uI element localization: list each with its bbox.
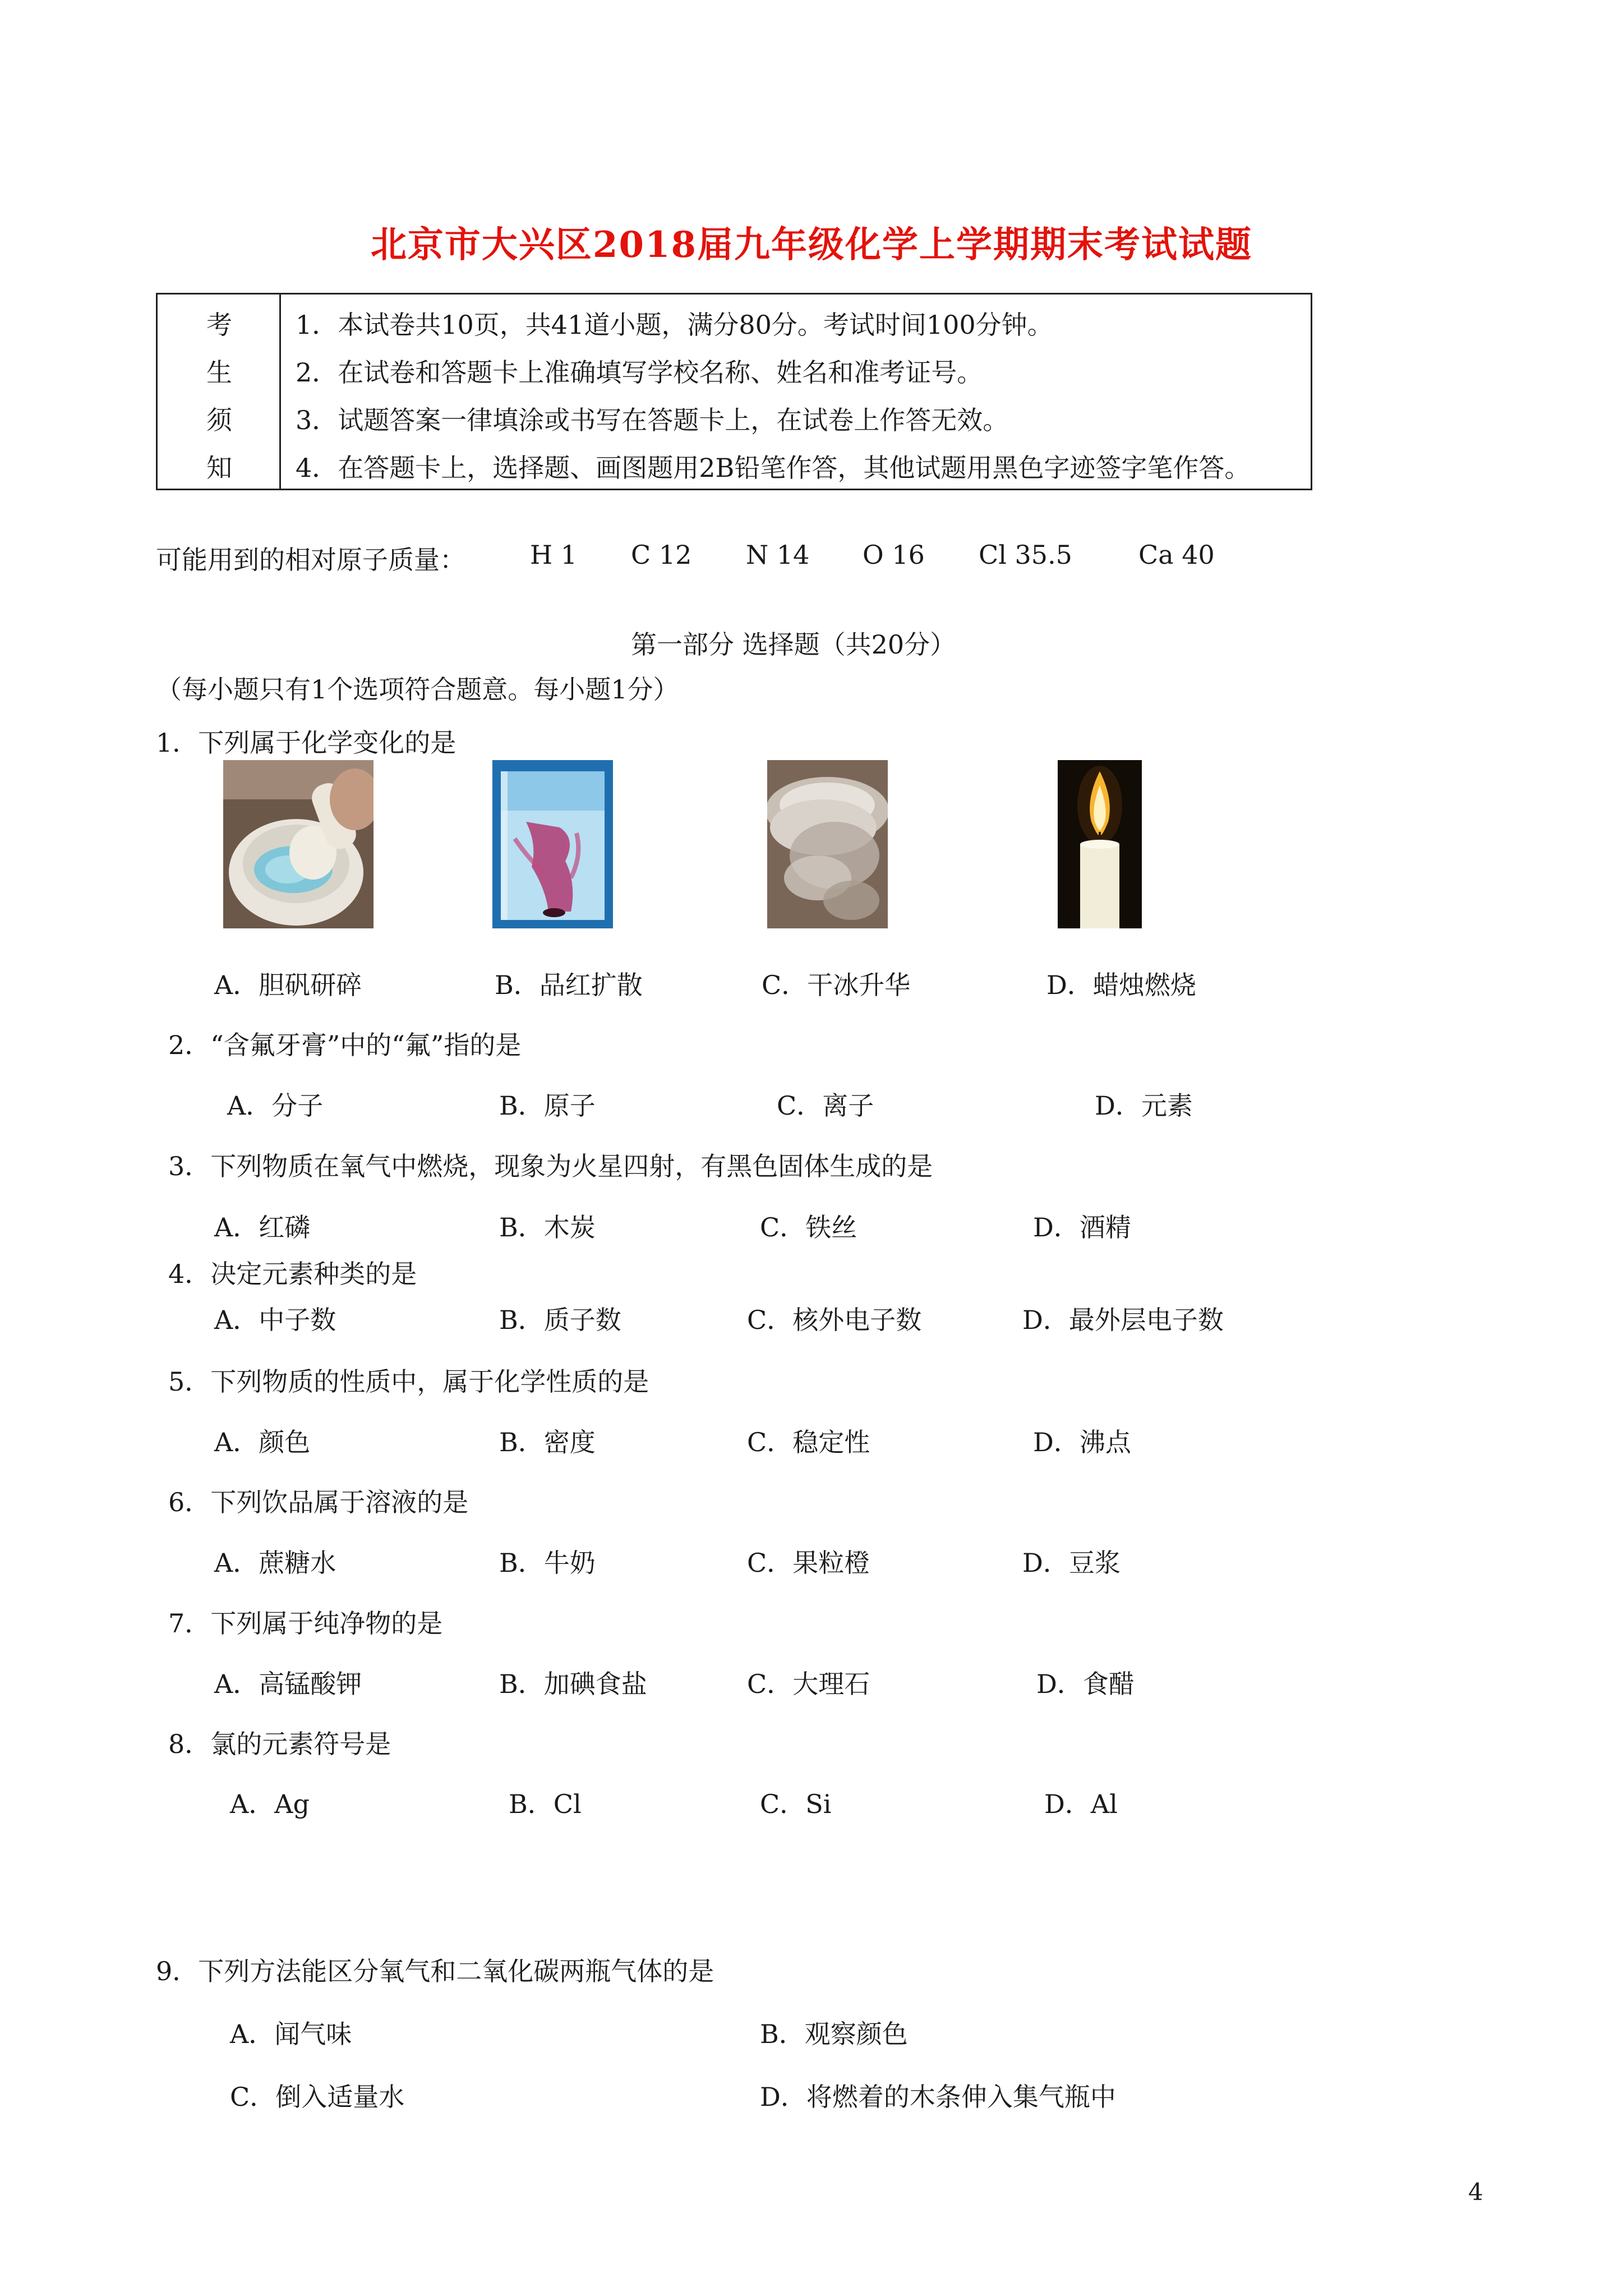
option-a: A．颜色 — [214, 1427, 311, 1457]
option-c: C．倒入适量水 — [230, 2082, 405, 2112]
dry-ice-image — [767, 760, 888, 928]
option-c: C．果粒橙 — [747, 1548, 870, 1578]
option-c: C．大理石 — [747, 1669, 870, 1699]
question-stem: 9．下列方法能区分氧气和二氧化碳两瓶气体的是 — [156, 1956, 714, 1986]
notice-item: 3．试题答案一律填涂或书写在答题卡上，在试卷上作答无效。 — [296, 405, 1009, 435]
option-b: B．牛奶 — [499, 1548, 596, 1578]
atomic-mass-value: H 1 — [530, 540, 578, 570]
question-stem: 6．下列饮品属于溶液的是 — [168, 1487, 469, 1517]
atomic-mass-value: Cl 35.5 — [979, 540, 1072, 570]
option-d: D．沸点 — [1033, 1427, 1131, 1457]
question-stem: 4．决定元素种类的是 — [168, 1259, 417, 1289]
option-b: B．原子 — [499, 1091, 596, 1121]
atomic-mass-value: Ca 40 — [1138, 540, 1215, 570]
option-d: D．酒精 — [1033, 1212, 1131, 1243]
notice-table — [156, 293, 1312, 490]
question-stem: 3．下列物质在氧气中燃烧，现象为火星四射，有黑色固体生成的是 — [168, 1151, 933, 1181]
notice-heading-char: 考 — [206, 310, 232, 340]
option-a: A．高锰酸钾 — [214, 1669, 362, 1699]
notice-item: 4．在答题卡上，选择题、画图题用2B铅笔作答，其他试题用黑色字迹签字笔作答。 — [296, 453, 1251, 483]
option-a: A．中子数 — [214, 1305, 336, 1335]
atomic-mass-label: 可能用到的相对原子质量： — [156, 545, 465, 575]
option-c: C．Si — [760, 1789, 832, 1819]
option-a: A．胆矾研碎 — [214, 970, 362, 1000]
option-a: A．闻气味 — [230, 2019, 352, 2049]
option-b: B．密度 — [499, 1427, 596, 1457]
page-number: 4 — [1468, 2178, 1483, 2206]
option-b: B．质子数 — [499, 1305, 621, 1335]
notice-item: 1．本试卷共10页，共41道小题，满分80分。考试时间100分钟。 — [296, 310, 1053, 340]
option-b: B．加碘食盐 — [499, 1669, 647, 1699]
notice-heading-char: 知 — [206, 453, 232, 483]
option-b: B．品红扩散 — [495, 970, 643, 1000]
option-a: A．Ag — [230, 1789, 310, 1819]
option-d: D．元素 — [1095, 1091, 1193, 1121]
option-c: C．铁丝 — [760, 1212, 857, 1243]
option-c: C．核外电子数 — [747, 1305, 922, 1335]
atomic-mass-value: N 14 — [746, 540, 810, 570]
beaker-dye-image — [492, 760, 613, 928]
option-b: B．木炭 — [499, 1212, 596, 1243]
notice-heading-char: 须 — [206, 405, 232, 435]
atomic-mass-value: C 12 — [631, 540, 692, 570]
atomic-mass-value: O 16 — [863, 540, 925, 570]
candle-image — [1058, 760, 1142, 928]
question-stem: 2．“含氟牙膏”中的“氟”指的是 — [168, 1030, 522, 1060]
mortar-pestle-image — [223, 760, 374, 928]
section-title: 第一部分 选择题（共20分） — [631, 629, 956, 660]
option-d: D．将燃着的木条伸入集气瓶中 — [760, 2082, 1116, 2112]
option-a: A．红磷 — [214, 1212, 311, 1243]
option-a: A．分子 — [227, 1091, 324, 1121]
notice-heading-char: 生 — [206, 357, 232, 388]
question-stem: 1．下列属于化学变化的是 — [156, 728, 457, 758]
notice-item: 2．在试卷和答题卡上准确填写学校名称、姓名和准考证号。 — [296, 357, 983, 388]
option-d: D．豆浆 — [1022, 1548, 1121, 1578]
option-d: D．食醋 — [1036, 1669, 1135, 1699]
option-b: B．观察颜色 — [760, 2019, 908, 2049]
section-note: （每小题只有1个选项符合题意。每小题1分） — [156, 674, 679, 705]
option-c: C．离子 — [777, 1091, 874, 1121]
option-d: D．最外层电子数 — [1022, 1305, 1224, 1335]
question-stem: 8．氯的元素符号是 — [168, 1729, 391, 1759]
option-d: D．Al — [1044, 1789, 1118, 1819]
option-a: A．蔗糖水 — [214, 1548, 336, 1578]
option-d: D．蜡烛燃烧 — [1046, 970, 1196, 1000]
question-stem: 7．下列属于纯净物的是 — [168, 1608, 443, 1639]
option-c: C．稳定性 — [747, 1427, 870, 1457]
question-stem: 5．下列物质的性质中，属于化学性质的是 — [168, 1366, 649, 1397]
page-title: 北京市大兴区2018届九年级化学上学期期末考试试题 — [370, 224, 1253, 266]
option-b: B．Cl — [509, 1789, 582, 1819]
option-c: C．干冰升华 — [762, 970, 911, 1000]
notice-heading-column — [158, 295, 281, 489]
